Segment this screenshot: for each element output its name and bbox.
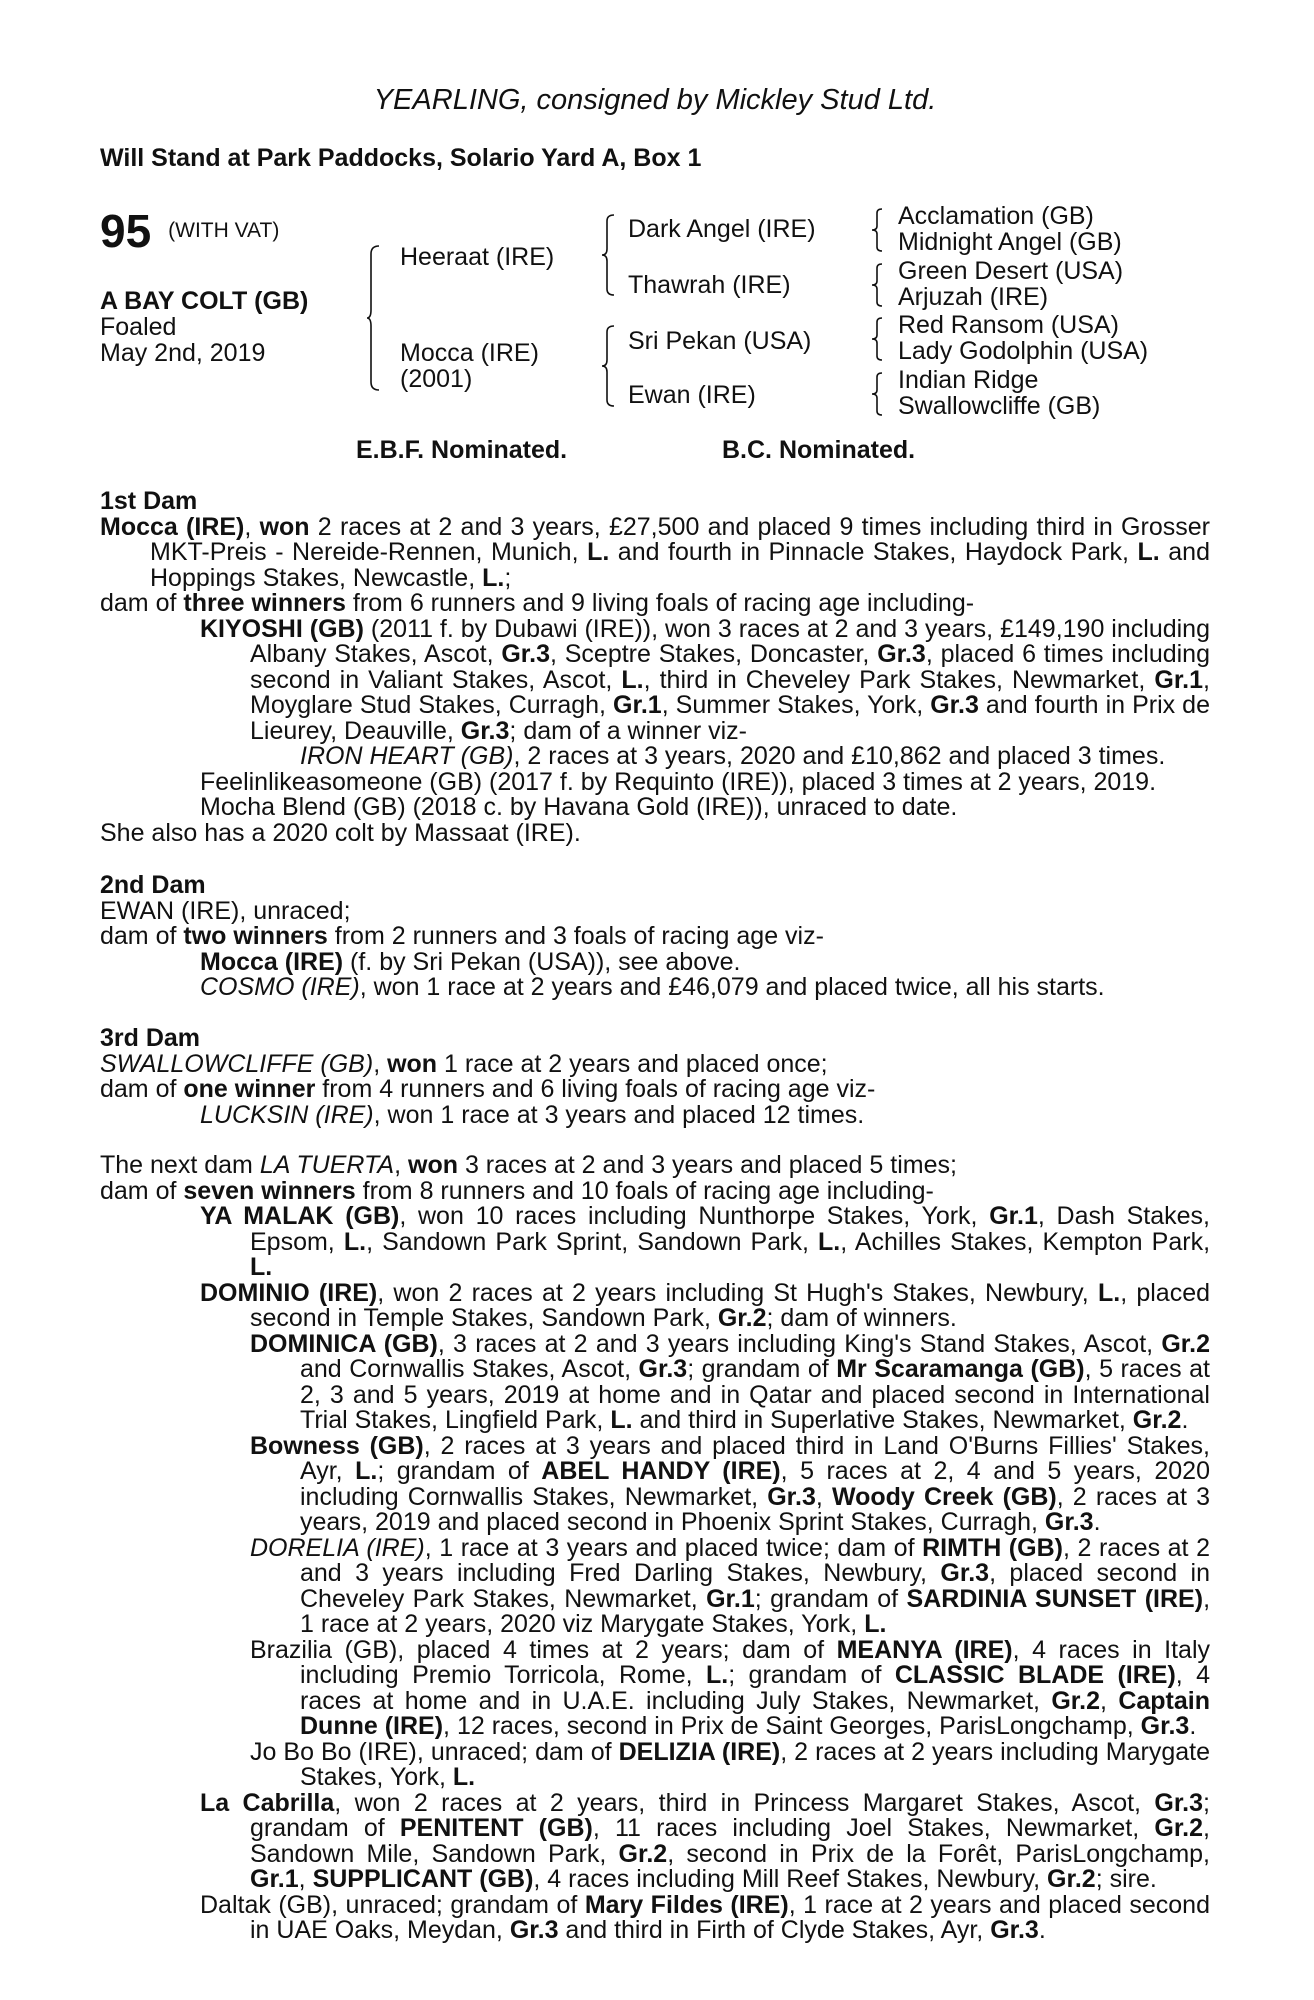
produce-text: , 2 races at 2 years including Marygate Stakes, York,: [300, 1737, 1210, 1791]
produce-text: , Summer Stakes, York,: [661, 691, 931, 719]
produce-text: , 2 races at 2 and 3 years including Fred Darling Stakes, Newbury,: [300, 1533, 1210, 1587]
dam-of: dam of: [100, 1075, 184, 1103]
grade-listed: L.: [1137, 538, 1160, 566]
second-dam-produce-summary: [100, 924, 1210, 950]
dam-of: dam of: [100, 1176, 184, 1205]
horse-kiyoshi: KIYOSHI (GB): [200, 614, 364, 643]
dam-dam: Ewan (IRE): [628, 381, 756, 409]
produce-ya-malak: [100, 1204, 1210, 1281]
horse-dorelia: DORELIA (IRE): [250, 1533, 425, 1562]
horse-mocca: Mocca (IRE): [200, 947, 344, 976]
pedigree-bracket-gen1: [367, 244, 381, 392]
produce-text: from 4 runners and 6 living foals of racing age viz-: [315, 1075, 876, 1103]
produce-lucksin: [100, 1100, 1210, 1129]
produce-text: ; dam of a winner viz-: [509, 716, 748, 745]
lot-name: A BAY COLT (GB): [100, 287, 309, 315]
won-label: won: [387, 1049, 438, 1078]
punctuation: .: [1038, 1916, 1046, 1944]
grade: Gr.3: [930, 691, 979, 719]
first-dam-text: and fourth in Pinnacle Stakes, Haydock Park,: [609, 538, 1138, 566]
grade: Gr.2: [1047, 1865, 1096, 1893]
grade: Gr.3: [1154, 1788, 1204, 1817]
grade-listed: L.: [587, 538, 610, 566]
next-dam-produce-summary: [100, 1176, 1210, 1205]
produce-mocca: [100, 947, 1210, 976]
grade: Gr.2: [717, 1304, 767, 1332]
produce-text: ; sire.: [1095, 1865, 1157, 1893]
winners-count: two winners: [183, 922, 328, 950]
sdam-dam: Arjuzah (IRE): [898, 283, 1049, 311]
grade: Gr.2: [1154, 1814, 1204, 1842]
horse-bowness: Bowness (GB): [250, 1431, 424, 1460]
record-text: The next dam: [100, 1151, 260, 1179]
record-text: 1 race at 2 years and placed once;: [437, 1049, 828, 1078]
produce-text: Daltak (GB), unraced; grandam of: [200, 1890, 585, 1919]
punctuation: ,: [373, 1049, 388, 1078]
produce-text: , 1 race at 2 years, 2020 viz Marygate Stakes, York,: [300, 1584, 1211, 1638]
produce-text: , Sceptre Stakes, Doncaster,: [549, 640, 878, 668]
grade-listed: L.: [482, 563, 505, 592]
produce-dominica: [100, 1329, 1210, 1434]
produce-daltak: [100, 1890, 1210, 1944]
grade-listed: L.: [864, 1610, 887, 1638]
grade: Gr.1: [250, 1865, 299, 1893]
third-dam-heading: 3rd Dam: [100, 1024, 201, 1052]
first-dam-produce-summary: [100, 591, 1210, 617]
horse-lucksin: LUCKSIN (IRE): [200, 1100, 374, 1129]
produce-text: , second in Prix de la Forêt, ParisLongchamp,: [667, 1839, 1210, 1868]
first-dam-section: [100, 489, 1210, 846]
horse-iron-heart: IRON HEART (GB): [300, 742, 514, 770]
produce-text: ; grandam of: [250, 1788, 1210, 1842]
produce-text: , Sandown Park Sprint, Sandown Park,: [366, 1227, 818, 1256]
won-label: won: [408, 1151, 459, 1179]
dam-of: dam of: [100, 589, 184, 617]
next-dam-section: [100, 1153, 1210, 1944]
grade: Gr.2: [1051, 1686, 1100, 1715]
produce-text: from 8 runners and 10 foals of racing age including-: [355, 1176, 934, 1205]
produce-cosmo: [100, 975, 1210, 1001]
produce-text: , won 10 races including Nunthorpe Stakes, York,: [399, 1202, 990, 1230]
grade: Gr.1: [706, 1584, 755, 1613]
grade: Gr.1: [613, 691, 662, 719]
grade: Gr.3: [990, 1916, 1039, 1944]
produce-text: , 2 races at 3 years, 2019 and placed second in Phoenix Sprint Stakes, Curragh,: [300, 1482, 1210, 1536]
grade-listed: L.: [621, 665, 644, 694]
grade: Gr.2: [618, 1839, 668, 1868]
horse-classic-blade: CLASSIC BLADE (IRE): [894, 1661, 1176, 1689]
horse-meanya: MEANYA (IRE): [836, 1635, 1013, 1664]
second-dam-record: EWAN (IRE), unraced;: [100, 896, 351, 925]
horse-woody-creek: Woody Creek (GB): [831, 1482, 1057, 1511]
produce-text: Brazilia (GB), placed 4 times at 2 years; dam of: [250, 1635, 837, 1664]
produce-text: ; grandam of: [687, 1355, 837, 1383]
horse-dominio: DOMINIO (IRE): [200, 1278, 378, 1307]
grade: Gr.3: [877, 640, 926, 668]
produce-dorelia: [100, 1533, 1211, 1638]
grade: Gr.3: [1044, 1508, 1094, 1536]
produce-kiyoshi: KIYOSHI (GB) (2011 f. by Dubawi (IRE)), won 3 races at 2 and 3 years, £149,190 including Albany Stakes, Ascot, Gr.3, Sceptre Stakes, Doncaster, Gr.3, placed 6 times including second in Valiant Stakes, Ascot, L., third in Cheveley Park Stakes, Newmarket, Gr.1, Moyglare Stud Stakes, Curragh, Gr.1, Summer Stakes, York, Gr.3 and fourth in Prix de Lieurey, Deauville, Gr.3; dam of a winner viz-: [200, 614, 1210, 745]
sire-sire: Dark Angel (IRE): [628, 215, 816, 243]
page-title: YEARLING, consigned by Mickley Stud Ltd.: [373, 84, 937, 116]
horse-ya-malak: YA MALAK (GB): [200, 1202, 400, 1230]
horse-dominica: DOMINICA (GB): [250, 1329, 438, 1358]
produce-text: and Cornwallis Stakes, Ascot,: [300, 1355, 639, 1383]
grade-listed: L.: [706, 1661, 729, 1689]
produce-text: Moyglare Stud Stakes, Curragh,: [250, 691, 614, 719]
produce-text: from 6 runners and 9 living foals of racing age including-: [345, 589, 975, 617]
produce-text: , won 2 races at 2 years, third in Princess Margaret Stakes, Ascot,: [334, 1788, 1155, 1817]
first-dam-text: 2 races at 2 and 3 years, £27,500 and placed 9 times including third in Grosser MKT-Preis - Nereide-Rennen, Munich,: [150, 512, 1210, 566]
sdam-sire: Green Desert (USA): [898, 257, 1124, 285]
grade: Gr.2: [1132, 1406, 1182, 1434]
vat-note: (WITH VAT): [168, 219, 280, 242]
pedigree-bracket-dam: [602, 324, 616, 408]
ddam-sire: Indian Ridge: [898, 366, 1039, 394]
horse-cosmo: COSMO (IRE): [200, 973, 360, 1001]
produce-text: , third in Cheveley Park Stakes, Newmarket,: [643, 665, 1155, 694]
dam-sire: Sri Pekan (USA): [628, 327, 812, 355]
produce-text: (2011 f. by Dubawi (IRE)), won 3 races at 2 and 3 years, £149,190 including Albany Stakes, Ascot,: [250, 614, 1210, 668]
produce-text: , 1 race at 3 years and placed twice; dam of: [424, 1533, 923, 1562]
dam-year: (2001): [400, 365, 473, 393]
horse-supplicant: SUPPLICANT (GB): [312, 1865, 534, 1893]
produce-text: , 4 races at home and in U.A.E. including July Stakes, Newmarket,: [300, 1661, 1211, 1715]
third-dam-record: [100, 1049, 1210, 1078]
pedigree-bracket-3b: [872, 262, 884, 308]
first-dam-record: Mocca (IRE), won 2 races at 2 and 3 years, £27,500 and placed 9 times including third in Grosser MKT-Preis - Nereide-Rennen, Munich, L. and fourth in Pinnacle Stakes, Haydock Park, L. and Hoppings Stakes, Newcastle, L.;: [100, 512, 1210, 592]
grade-listed: L.: [452, 1763, 476, 1791]
pedigree-block: [100, 200, 1210, 435]
produce-text: , 5 races at 2, 3 and 5 years, 2019 at home and in Qatar and placed second in International Trial Stakes, Lingfield Park,: [300, 1355, 1210, 1434]
produce-text: , 2 races at 3 years, 2020 and £10,862 and placed 3 times.: [513, 742, 1166, 770]
produce-text: , 11 races including Joel Stakes, Newmarket,: [592, 1814, 1155, 1842]
produce-text: , Sandown Mile, Sandown Park,: [250, 1814, 1210, 1868]
dsire-sire: Red Ransom (USA): [898, 311, 1119, 339]
produce-mocha-blend: Mocha Blend (GB) (2018 c. by Havana Gold (IRE)), unraced to date.: [200, 793, 958, 821]
produce-iron-heart: [100, 744, 1210, 770]
produce-text: ; dam of winners.: [766, 1304, 957, 1332]
produce-text: , placed second in Cheveley Park Stakes, Newmarket,: [300, 1559, 1210, 1613]
grade: Gr.3: [940, 1559, 990, 1587]
produce-text: , won 1 race at 2 years and £46,079 and placed twice, all his starts.: [359, 973, 1105, 1001]
produce-text: and third in Superlative Stakes, Newmarket,: [632, 1406, 1133, 1434]
horse-sardinia-sunset: SARDINIA SUNSET (IRE): [906, 1584, 1204, 1613]
winners-count: three winners: [183, 589, 346, 617]
pedigree-bracket-3d: [872, 371, 884, 417]
produce-dominio: [100, 1278, 1211, 1332]
horse-abel-handy: ABEL HANDY (IRE): [541, 1457, 781, 1485]
sire-dam: Thawrah (IRE): [628, 271, 791, 299]
dam-name: Mocca (IRE): [400, 339, 539, 367]
grade-listed: L.: [817, 1227, 841, 1256]
grade-listed: L.: [610, 1406, 633, 1434]
produce-text: , Dash Stakes, Epsom,: [250, 1202, 1210, 1256]
first-dam-name: Mocca (IRE): [100, 512, 245, 541]
horse-mr-scaramanga: Mr Scaramanga (GB): [836, 1355, 1085, 1383]
pedigree-bracket-sire: [602, 213, 616, 297]
produce-text: , won 2 races at 2 years including St Hugh's Stakes, Newbury,: [377, 1278, 1098, 1307]
grade: Gr.2: [1161, 1329, 1210, 1358]
first-dam-text: and Hoppings Stakes, Newcastle,: [150, 538, 1210, 592]
grade: Gr.3: [767, 1482, 816, 1511]
grade: Gr.3: [509, 1916, 559, 1944]
pedigree-bracket-3a: [872, 207, 884, 253]
bc-nomination: B.C. Nominated.: [722, 436, 916, 464]
produce-text: and third in Firth of Clyde Stakes, Ayr,: [558, 1916, 991, 1944]
produce-text: ; grandam of: [728, 1661, 895, 1689]
horse-delizia: DELIZIA (IRE): [618, 1737, 781, 1766]
produce-text: Jo Bo Bo (IRE), unraced; dam of: [250, 1737, 619, 1766]
produce-text: , 4 races including Mill Reef Stakes, Newbury,: [533, 1865, 1048, 1893]
punctuation: .: [1181, 1406, 1189, 1434]
next-dam-record: [100, 1153, 1210, 1179]
second-dam-heading: 2nd Dam: [100, 871, 206, 899]
winners-count: seven winners: [183, 1176, 356, 1205]
produce-brazilia: Brazilia (GB), placed 4 times at 2 years; dam of MEANYA (IRE), 4 races in Italy including Premio Torricola, Rome, L.; grandam of CLASSIC BLADE (IRE), 4 races at home and in U.A.E. including July Stakes, Newmarket, Gr.2, Captain Dunne (IRE), 12 races, second in Prix de Saint Georges, ParisLongchamp, Gr.3.: [250, 1635, 1211, 1740]
second-dam-section: [100, 873, 1210, 1001]
produce-2020-colt: She also has a 2020 colt by Massaat (IRE).: [100, 818, 581, 847]
grade: Gr.3: [638, 1355, 688, 1383]
produce-text: , 12 races, second in Prix de Saint Georges, ParisLongchamp,: [443, 1712, 1141, 1740]
produce-text: ; grandam of: [377, 1457, 542, 1485]
grade: Gr.3: [460, 716, 510, 745]
horse-swallowcliffe: SWALLOWCLIFFE (GB): [100, 1049, 374, 1078]
stand-location: Will Stand at Park Paddocks, Solario Yard A, Box 1: [100, 144, 702, 172]
produce-text: , won 1 race at 3 years and placed 12 times.: [373, 1100, 865, 1129]
produce-jo-bo-bo: [100, 1737, 1210, 1791]
grade: Gr.1: [989, 1202, 1038, 1230]
horse-penitent: PENITENT (GB): [399, 1814, 593, 1842]
sire-name: Heeraat (IRE): [400, 243, 555, 271]
foaled-date: May 2nd, 2019: [100, 339, 266, 367]
punctuation: .: [1093, 1508, 1101, 1536]
won-label: won: [259, 512, 310, 541]
produce-la-cabrilla: La Cabrilla, won 2 races at 2 years, third in Princess Margaret Stakes, Ascot, Gr.3; grandam of PENITENT (GB), 11 races including Joel Stakes, Newmarket, Gr.2, Sandown Mile, Sandown Park, Gr.2, second in Prix de la Forêt, ParisLongchamp, Gr.1, SUPPLICANT (GB), 4 races including Mill Reef Stakes, Newbury, Gr.2; sire.: [200, 1788, 1210, 1893]
grade-listed: L.: [250, 1253, 273, 1281]
horse-la-tuerta: LA TUERTA: [259, 1151, 395, 1179]
grade: Gr.3: [501, 640, 550, 668]
lot-number: 95: [100, 205, 152, 257]
dam-of: dam of: [100, 922, 184, 950]
punctuation: ;: [504, 563, 512, 592]
grade: Gr.1: [1154, 665, 1204, 694]
grade-listed: L.: [1097, 1278, 1121, 1307]
produce-text: (f. by Sri Pekan (USA)), see above.: [343, 947, 741, 976]
produce-text: , 3 races at 2 and 3 years including King's Stand Stakes, Ascot,: [437, 1329, 1162, 1358]
produce-text: , placed second in Temple Stakes, Sandown Park,: [250, 1278, 1211, 1332]
produce-text: and fourth in Prix de Lieurey, Deauville,: [250, 691, 1210, 745]
produce-text: , Achilles Stakes, Kempton Park,: [840, 1227, 1211, 1256]
punctuation: .: [1189, 1712, 1197, 1740]
grade-listed: L.: [343, 1227, 367, 1256]
winners-count: one winner: [183, 1075, 316, 1103]
produce-text: , 2 races at 3 years and placed third in Land O'Burns Fillies' Stakes, Ayr,: [300, 1431, 1210, 1485]
punctuation: ,: [394, 1151, 409, 1179]
horse-la-cabrilla: La Cabrilla: [200, 1788, 335, 1817]
horse-captain-dunne: Captain Dunne (IRE): [300, 1686, 1210, 1740]
ebf-nomination: E.B.F. Nominated.: [356, 436, 568, 464]
third-dam-produce-summary: [100, 1077, 1210, 1103]
horse-rimth: RIMTH (GB): [922, 1533, 1063, 1562]
produce-text: ; grandam of: [754, 1584, 907, 1613]
third-dam-section: [100, 1026, 1210, 1128]
lot-header: [100, 205, 280, 257]
ddam-dam: Swallowcliffe (GB): [898, 392, 1101, 420]
ssire-sire: Acclamation (GB): [898, 202, 1094, 230]
foaled-label: Foaled: [100, 313, 177, 341]
first-dam-heading: 1st Dam: [100, 487, 198, 515]
produce-text: , 5 races at 2, 4 and 5 years, 2020 including Cornwallis Stakes, Newmarket,: [300, 1457, 1210, 1511]
dsire-dam: Lady Godolphin (USA): [898, 337, 1149, 365]
ssire-dam: Midnight Angel (GB): [898, 228, 1122, 256]
produce-text: from 2 runners and 3 foals of racing age viz-: [327, 922, 824, 950]
produce-text: , 4 races in Italy including Premio Torricola, Rome,: [300, 1635, 1211, 1689]
grade: Gr.3: [1140, 1712, 1190, 1740]
horse-mary-fildes: Mary Fildes (IRE): [584, 1890, 789, 1919]
produce-text: , 1 race at 2 years and placed second in UAE Oaks, Meydan,: [250, 1890, 1210, 1944]
produce-text: , placed 6 times including second in Valiant Stakes, Ascot,: [250, 640, 1210, 694]
record-text: 3 races at 2 and 3 years and placed 5 times;: [458, 1151, 957, 1179]
pedigree-bracket-3c: [872, 316, 884, 362]
grade-listed: L.: [355, 1457, 378, 1485]
produce-bowness: Bowness (GB), 2 races at 3 years and placed third in Land O'Burns Fillies' Stakes, Ayr, L.; grandam of ABEL HANDY (IRE), 5 races at 2, 4 and 5 years, 2020 including Cornwallis Stakes, Newmarket, Gr.3, Woody Creek (GB), 2 races at 3 years, 2019 and placed second in Phoenix Sprint Stakes, Curragh, Gr.3.: [250, 1431, 1210, 1536]
produce-feelinlikeasomeone: Feelinlikeasomeone (GB) (2017 f. by Requinto (IRE)), placed 3 times at 2 years, 2019.: [200, 767, 1157, 796]
